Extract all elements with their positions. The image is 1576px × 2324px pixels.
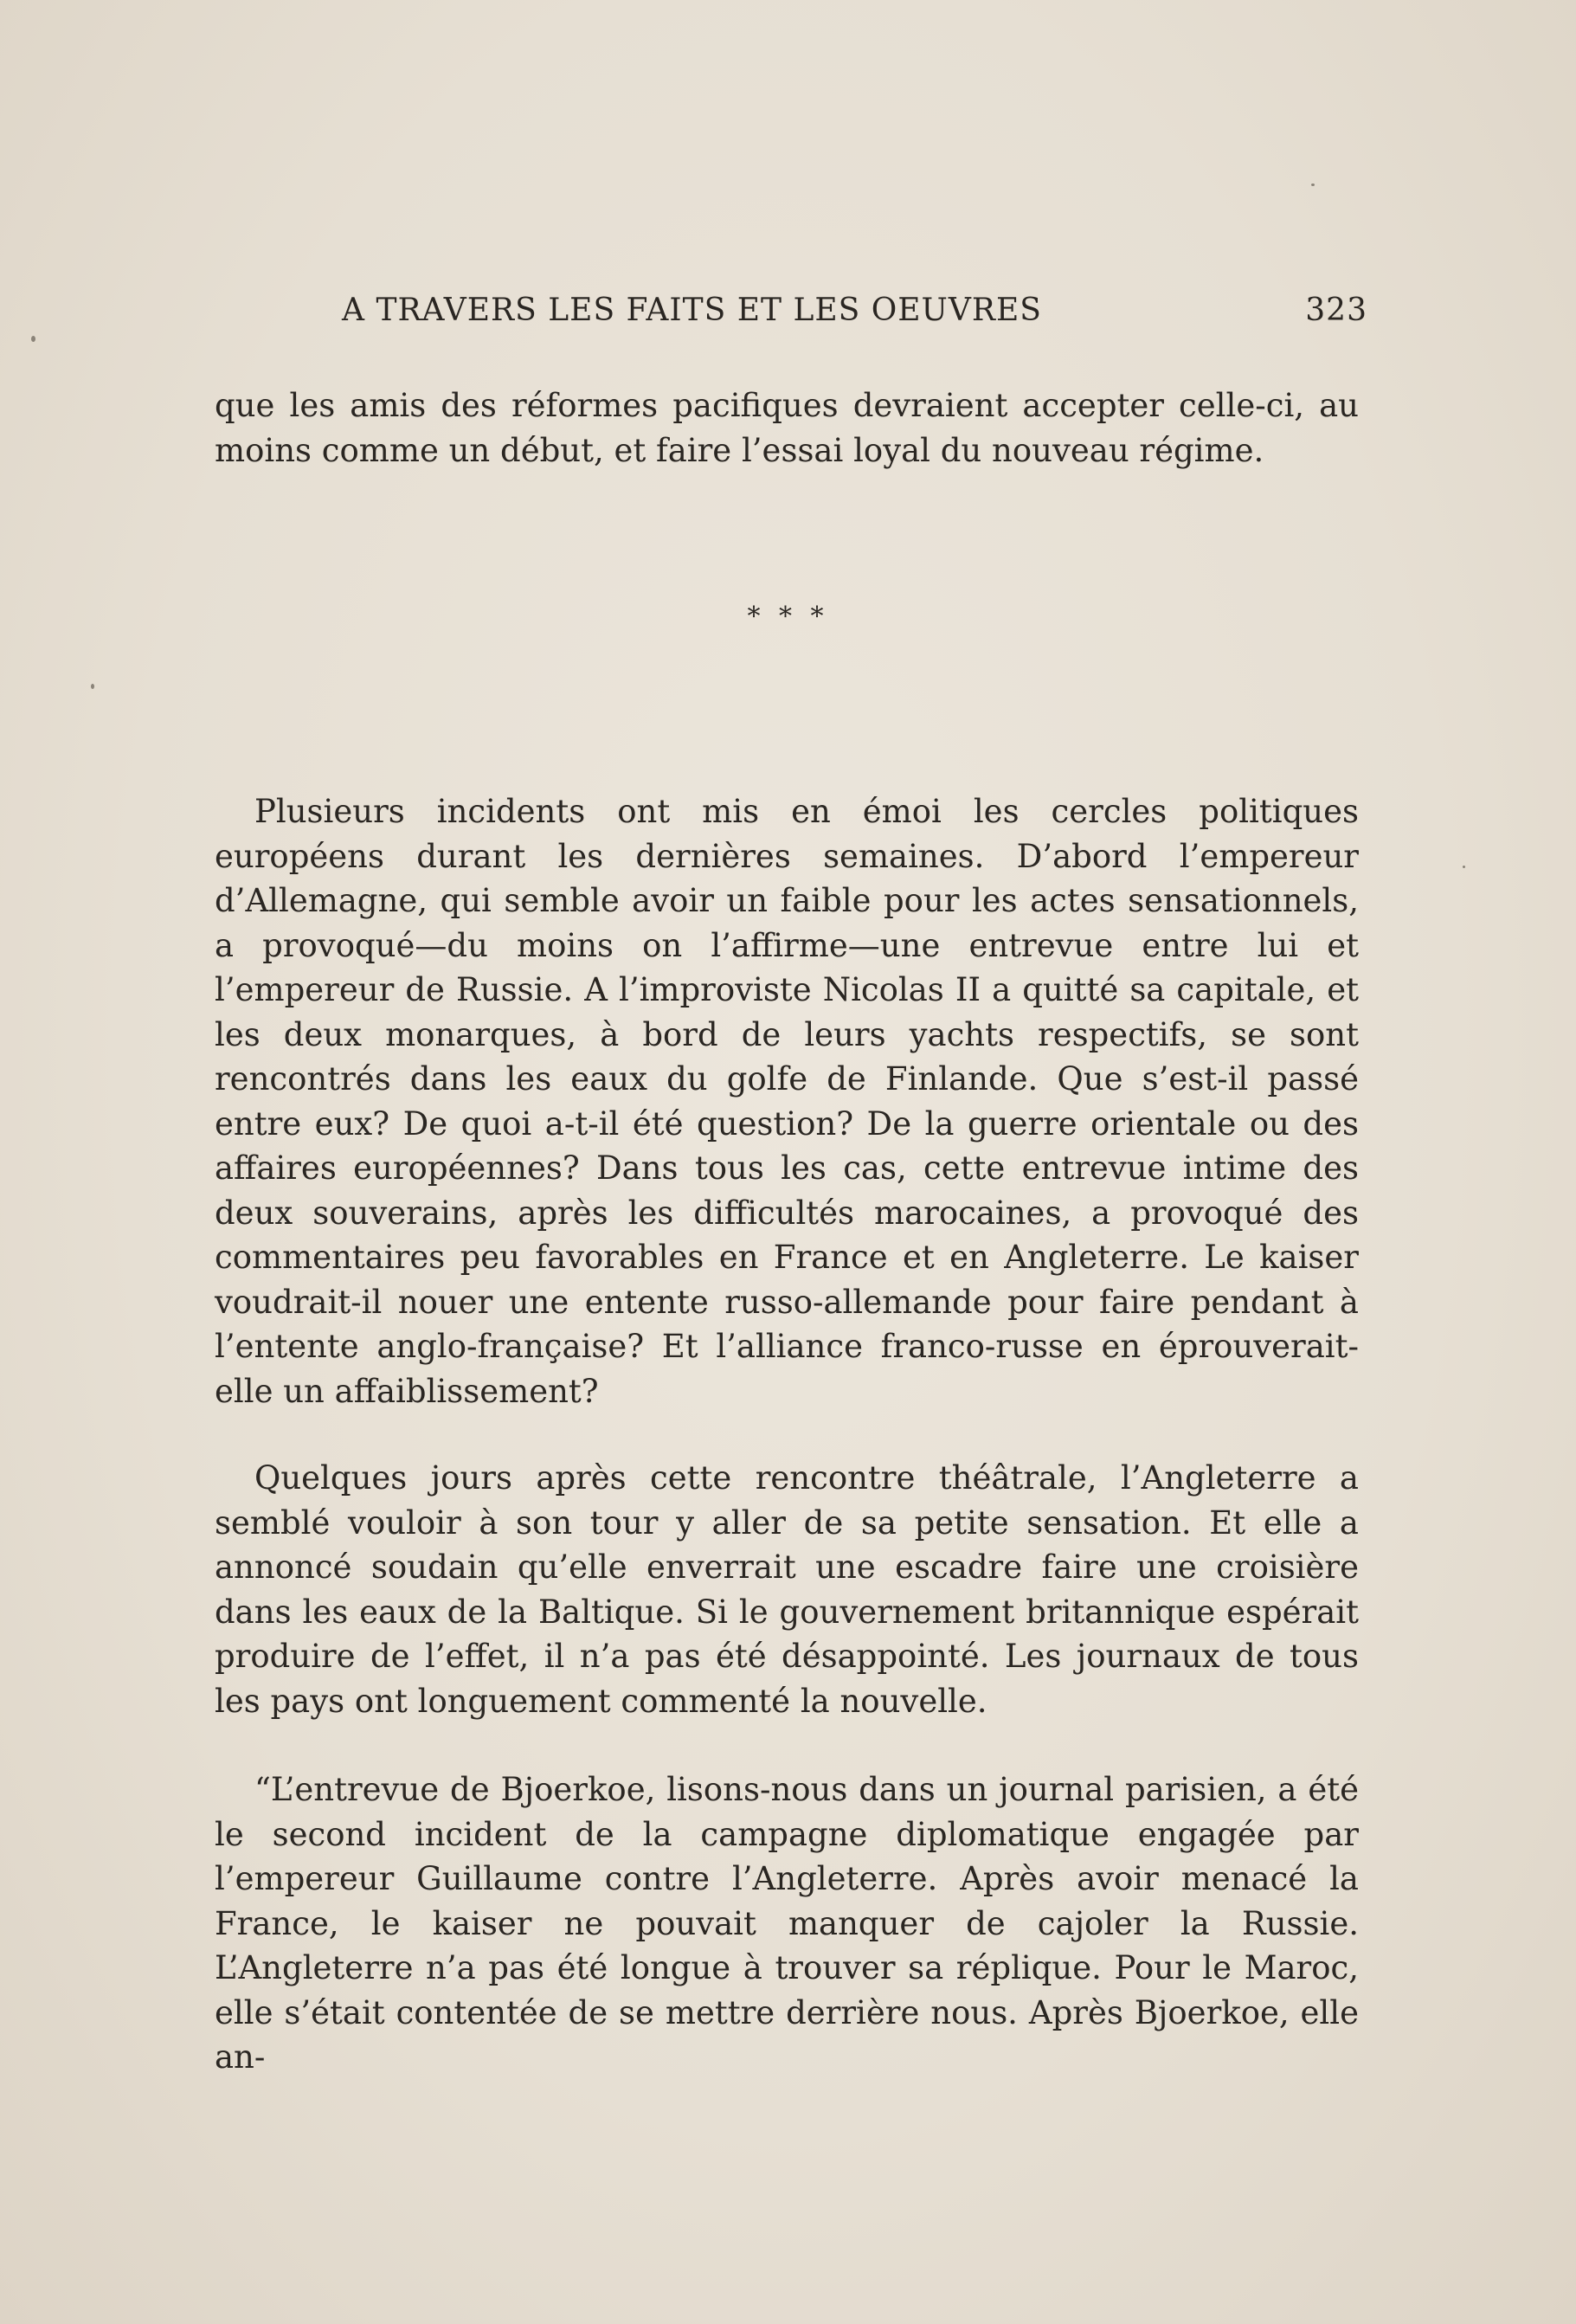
- section-separator: * * *: [747, 602, 829, 632]
- paper-speck: [91, 684, 94, 689]
- paragraph-1: Plusieurs incidents ont mis en émoi les cercles politiques européens durant les dernières semaines. D’abord l’empereur d’Allemagne, qui semble avoir un faible pour les actes sensationnels, a provoqué—du moins on l’affirme—une entrevue entre lui et l’empereur de Russie. A l’improviste Nicolas II a quitté sa capitale, et les deux monarques, à bord de leurs yachts respectifs, se sont rencontrés dans les eaux du golfe de Finlande. Que s’est-il passé entre eux? De quoi a-t-il été question? De la guerre orientale ou des affaires européennes? Dans tous les cas, cette entrevue intime des deux souverains, après les difficultés marocaines, a provoqué des commentaires peu favorables en France et en Angleterre. Le kaiser voudrait-il nouer une entente russo-allemande pour faire pendant à l’entente anglo-française? Et l’alliance franco-russe en éprouverait-elle un affaiblissement?: [215, 793, 1359, 1410]
- paper-speck: [1311, 183, 1315, 186]
- paper-speck: [1463, 866, 1465, 868]
- running-header: [342, 293, 1367, 336]
- intro-paragraph: que les amis des réformes pacifiques devraient accepter celle-ci, au moins comme un début, et faire l’essai loyal du nouveau régime.: [215, 387, 1359, 469]
- page-number: 323: [1305, 293, 1367, 328]
- running-title: A TRAVERS LES FAITS ET LES OEUVRES: [342, 293, 1042, 328]
- paper-speck: [31, 336, 35, 342]
- paragraph-3: “L’entrevue de Bjoerkoe, lisons-nous dans un journal parisien, a été le second incident de la campagne diplomatique engagée par l’empereur Guillaume contre l’Angleterre. Après avoir menacé la France, le kaiser ne pouvait manquer de cajoler la Russie. L’Angleterre n’a pas été longue à trouver sa réplique. Pour le Maroc, elle s’était contentée de se mettre derrière nous. Après Bjoerkoe, elle an-: [215, 1771, 1359, 2076]
- paragraph-2: Quelques jours après cette rencontre théâtrale, l’Angleterre a semblé vouloir à son tour y aller de sa petite sensation. Et elle a annoncé soudain qu’elle enverrait une escadre faire une croisière dans les eaux de la Baltique. Si le gouvernement britannique espérait produire de l’effet, il n’a pas été désappointé. Les journaux de tous les pays ont longuement commenté la nouvelle.: [215, 1459, 1359, 1720]
